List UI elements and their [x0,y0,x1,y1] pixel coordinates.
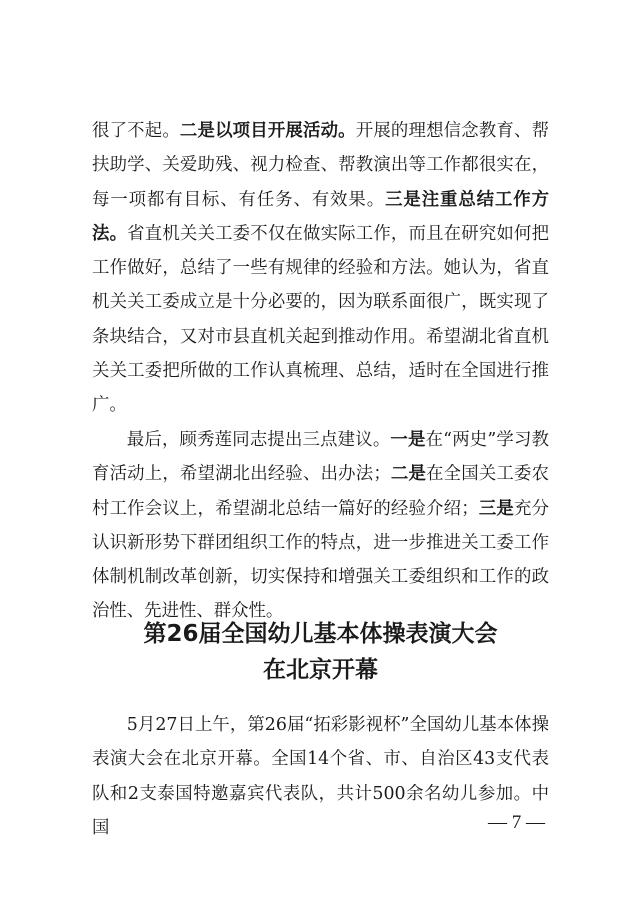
bold-point-two: 二是 [390,464,427,485]
text-run: 充分认识新形势下群团组织工作的特点，进一步推进关工委工作体制机制改革创新，切实保持和增强关工委组织和工作的政治性、先进性、群众性。 [92,498,549,622]
bold-point-three: 三是 [478,498,514,519]
text-run: 最后，顾秀莲同志提出三点建议。 [126,430,391,450]
article-body: 5月27日上午，第26届“拓彩影视杯”全国幼儿基本体操表演大会在北京开幕。全国14个省、市、自治区43支代表队和2支泰国特邀嘉宾代表队，共计500余名幼儿参加。中国 [92,715,549,838]
bold-point-three: 三是注重总结工作方法。 [92,189,549,244]
article-title-line-1: 第26届全国幼儿基本体操表演大会 [143,621,498,647]
paragraph-summary [92,114,549,423]
text-run: 省直机关关工委不仅在做实际工作，而且在研究如何把工作做好，总结了一些有规律的经验和方法。她认为，省直机关关工委成立是十分必要的，因为联系面很广，既实现了条块结合，又对市县直机关起到推动作用。希望湖北省直机关关工委把所做的工作认真梳理、总结，适时在全国进行推广。 [92,223,549,416]
paragraph-suggestions [92,423,549,629]
article-title-line-2: 在北京开幕 [263,657,378,683]
text-run: 在全国关工委农村工作会议上，希望湖北总结一篇好的经验介绍； [92,464,549,519]
bold-point-one: 一是 [390,430,426,450]
page-number: — 7 — [488,812,545,833]
text-run: 在“两史”学习教育活动上，希望湖北出经验、出办法； [92,430,549,485]
text-run: 很了不起。 [92,121,180,141]
text-run: 开展的理想信念教育、帮扶助学、关爱助残、视力检查、帮教演出等工作都很实在，每一项都有目标、有任务、有效果。 [92,121,549,210]
bold-point-two: 二是以项目开展活动。 [179,121,356,141]
